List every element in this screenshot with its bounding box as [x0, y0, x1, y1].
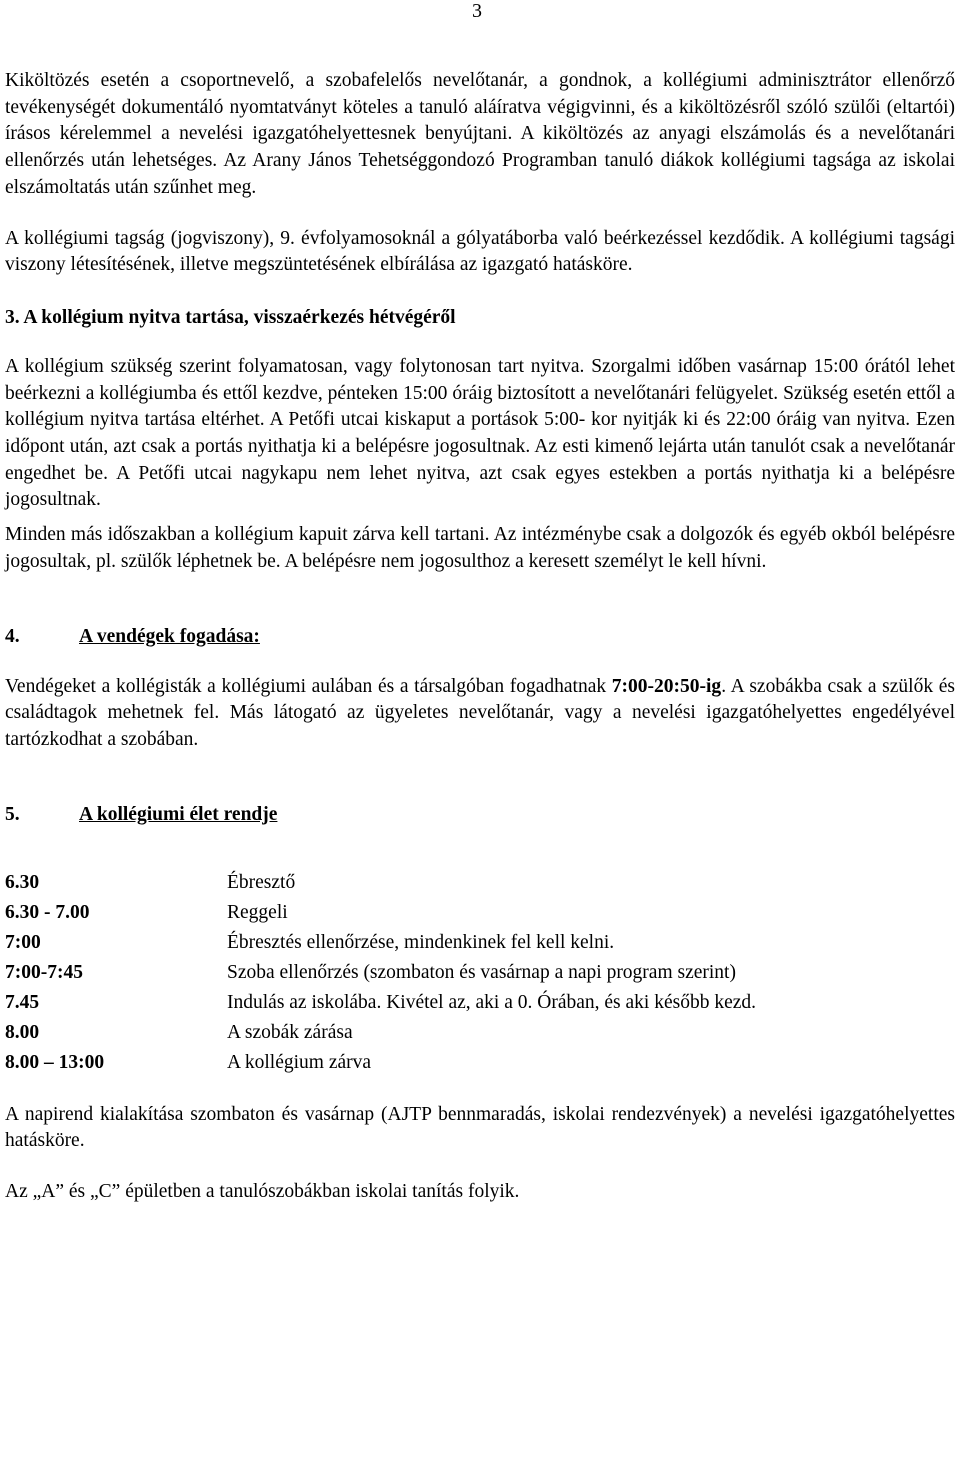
section-5-heading [5, 802, 955, 828]
schedule-activity: Szoba ellenőrzés (szombaton és vasárnap a napi program szerint) [227, 961, 736, 983]
section-5-title: A kollégiumi élet rendje [79, 803, 278, 825]
schedule-activity: Indulás az iskolába. Kivétel az, aki a 0. Órában, és aki később kezd. [227, 991, 757, 1013]
daily-schedule [5, 868, 955, 1078]
section-4-title: A vendégek fogadása: [79, 625, 260, 647]
section-5-number: 5. [5, 803, 20, 825]
schedule-row [5, 898, 955, 928]
schedule-time: 6.30 [5, 871, 40, 893]
schedule-row [5, 1048, 955, 1078]
schedule-row [5, 958, 955, 988]
section-5-paragraph-1: A napirend kialakítása szombaton és vasárnap (AJTP bennmaradás, iskolai rendezvények) a nevelési igazgatóhelyettes hatásköre. [5, 1103, 955, 1152]
schedule-activity: Ébresztő [227, 871, 296, 893]
schedule-activity: Ébresztés ellenőrzése, mindenkinek fel kell kelni. [227, 931, 615, 953]
intro-paragraph-2: A kollégiumi tagság (jogviszony), 9. évfolyamosoknál a gólyatáborba való beérkezéssel kezdődik. A kollégiumi tagsági viszony létesítésének, illetve megszüntetésének elbírálása az igazgató hatásköre. [5, 227, 955, 276]
section-3-heading: 3. A kollégium nyitva tartása, visszaérkezés hétvégéről [5, 306, 456, 328]
section-5-paragraph-2: Az „A” és „C” épületben a tanulószobákban iskolai tanítás folyik. [5, 1181, 520, 1203]
schedule-time: 8.00 [5, 1021, 40, 1043]
section-4-paragraph [5, 674, 955, 754]
section-4-text-after: . A szobákba csak a szülők és családtagok mehetnek fel. Más látogató az ügyeletes nevelőtanár, vagy a nevelési igazgatóhelyettes engedélyével tartózkodhat a szobában. [5, 675, 955, 750]
schedule-time: 7.45 [5, 991, 40, 1013]
schedule-activity: A kollégium zárva [227, 1051, 372, 1073]
schedule-row [5, 868, 955, 898]
section-4-text-before: Vendégeket a kollégisták a kollégiumi aulában és a társalgóban fogadhatnak [5, 675, 612, 697]
section-4-number: 4. [5, 625, 20, 647]
schedule-time: 6.30 - 7.00 [5, 901, 90, 923]
schedule-time: 8.00 – 13:00 [5, 1051, 105, 1073]
section-4-heading [5, 624, 955, 650]
section-3-paragraph-1: A kollégium szükség szerint folyamatosan, vagy folytonosan tart nyitva. Szorgalmi időben vasárnap 15:00 órától lehet beérkezni a kollégiumba és ettől kezdve, pénteken 15:00 óráig biztosított a nevelőtanári felügyelet. Szükség esetén ettől a kollégium nyitva tartása eltérhet. A Petőfi utcai kiskaput a portások 5:00- kor nyitják ki és 22:00 óráig van nyitva. Ezen időpont után, azt csak a portás nyithatja ki a belépésre jogosultnak. Az esti kimenő lejárta után tanulót csak a nevelőtanár engedhet be. A Petőfi utcai nagykapu nem lehet nyitva, azt csak egyes estekben a portás nyithatja ki a belépésre jogosultnak. [5, 355, 955, 511]
schedule-time: 7:00-7:45 [5, 961, 83, 983]
document-body [5, 68, 955, 1206]
schedule-activity: A szobák zárása [227, 1021, 353, 1043]
section-4-visiting-hours: 7:00-20:50-ig [611, 675, 722, 697]
schedule-row [5, 988, 955, 1018]
section-3-paragraph-2: Minden más időszakban a kollégium kapuit zárva kell tartani. Az intézménybe csak a dolgozók és egyéb okból belépésre jogosultak, pl. szülők léphetnek be. A belépésre nem jogosulthoz a keresett személyt le kell hívni. [5, 524, 955, 572]
schedule-row [5, 1018, 955, 1048]
schedule-row [5, 928, 955, 958]
schedule-activity: Reggeli [227, 901, 288, 923]
page-number: 3 [472, 0, 482, 22]
schedule-time: 7:00 [5, 931, 41, 953]
intro-paragraph-1: Kiköltözés esetén a csoportnevelő, a szobafelelős nevelőtanár, a gondnok, a kollégiumi adminisztrátor ellenőrző tevékenységét dokumentáló nyomtatványt köteles a tanuló aláíratva végigvinni, és a kiköltözésről szóló szülői (eltartói) írásos kérelemmel a nevelési igazgatóhelyettesnek benyújtani. A kiköltözés az anyagi elszámolás és a nevelőtanári ellenőrzés után lehetséges. Az Arany János Tehetséggondozó Programban tanuló diákok kollégiumi tagsága az iskolai elszámoltatás után szűnhet meg. [5, 70, 955, 198]
